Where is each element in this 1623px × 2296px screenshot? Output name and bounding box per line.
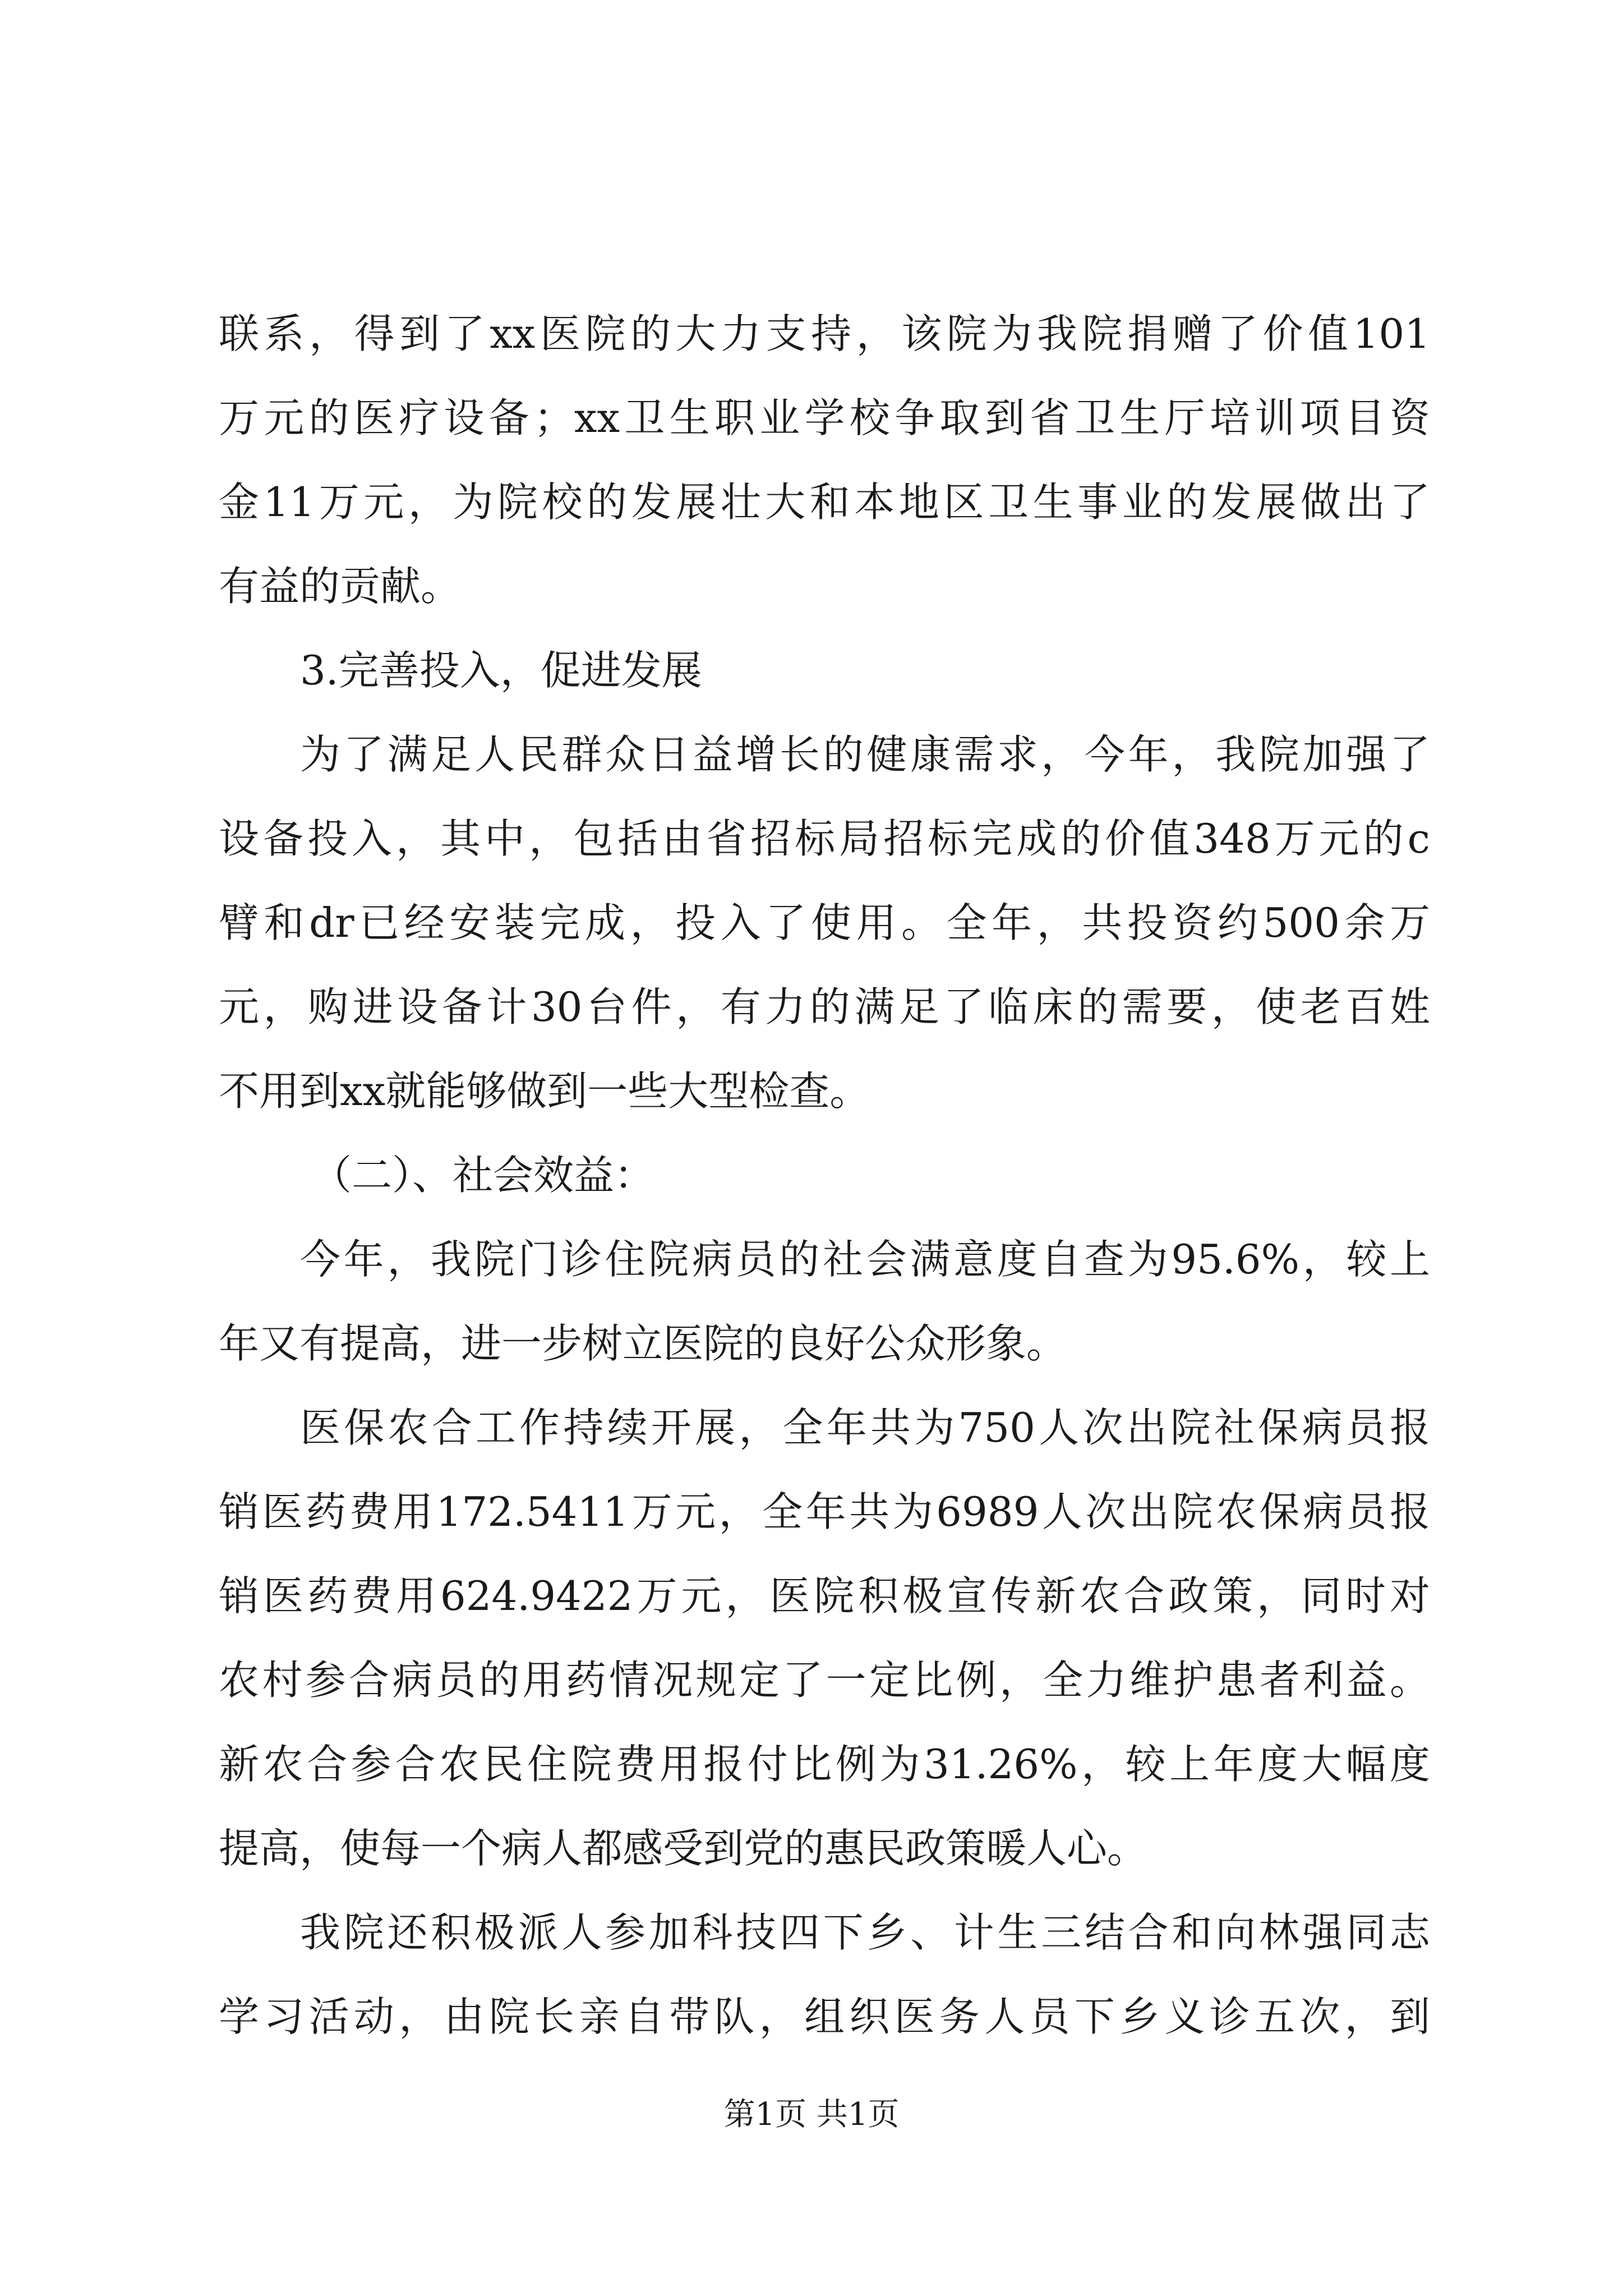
body-text-line: 元，购进设备计30台件，有力的满足了临床的需要，使老百姓 (219, 983, 1430, 1030)
body-text-line: 提高，使每一个病人都感受到党的惠民政策暖人心。 (219, 1825, 1148, 1872)
body-text-line: 不用到xx就能够做到一些大型检查。 (219, 1068, 870, 1115)
body-text-line: 有益的贡献。 (219, 563, 462, 610)
body-text-line: 年又有提高，进一步树立医院的良好公众形象。 (219, 1320, 1067, 1367)
page-number-footer: 第1页 共1页 (723, 2096, 900, 2133)
paragraph-first-line: 今年，我院门诊住院病员的社会满意度自查为95.6%，较上 (300, 1236, 1430, 1283)
body-text-line: 农村参合病员的用药情况规定了一定比例，全力维护患者利益。 (219, 1657, 1430, 1704)
paragraph-first-line: 我院还积极派人参加科技四下乡、计生三结合和向林强同志 (300, 1909, 1430, 1956)
paragraph-first-line: 医保农合工作持续开展，全年共为750人次出院社保病员报 (300, 1404, 1430, 1451)
body-text-line: 臂和dr已经安装完成，投入了使用。全年，共投资约500余万 (219, 899, 1430, 946)
paragraph-first-line: 为了满足人民群众日益增长的健康需求，今年，我院加强了 (300, 731, 1430, 778)
body-text-line: 设备投入，其中，包括由省招标局招标完成的价值348万元的c (219, 815, 1430, 862)
body-text-line: 万元的医疗设备；xx卫生职业学校争取到省卫生厅培训项目资 (219, 394, 1430, 441)
body-text-line: 销医药费用624.9422万元，医院积极宣传新农合政策，同时对 (219, 1572, 1430, 1619)
body-text-line: 学习活动，由院长亲自带队，组织医务人员下乡义诊五次，到 (219, 1993, 1430, 2040)
body-text-line: 联系，得到了xx医院的大力支持，该院为我院捐赠了价值101 (219, 310, 1430, 357)
body-text-line: 销医药费用172.5411万元，全年共为6989人次出院农保病员报 (219, 1488, 1430, 1535)
body-text-line: 新农合参合农民住院费用报付比例为31.26%，较上年度大幅度 (219, 1741, 1430, 1788)
body-text-line: 金11万元，为院校的发展壮大和本地区卫生事业的发展做出了 (219, 478, 1430, 526)
section-heading: 3.完善投入，促进发展 (300, 647, 702, 694)
section-heading: （二）、社会效益： (311, 1152, 655, 1199)
